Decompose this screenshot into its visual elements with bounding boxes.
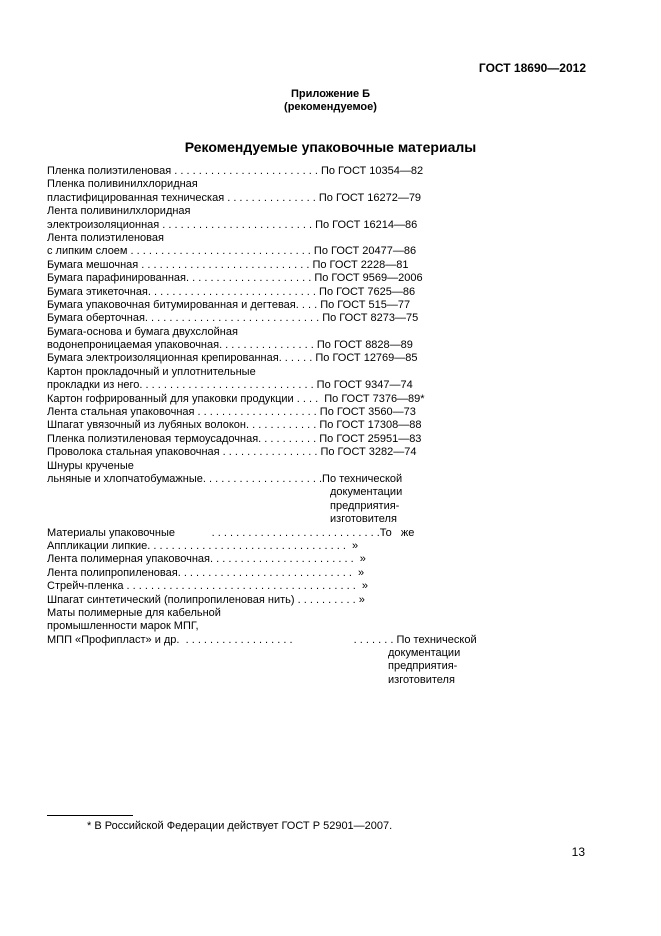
- list-item: Шпагат увязочный из лубяных волокон. . . . . . . . . . . . По ГОСТ 17308—88: [47, 419, 422, 432]
- list-item: Лента поливинилхлоридная: [47, 205, 191, 218]
- list-item: МПП «Профипласт» и др. . . . . . . . . . . . . . . . . . . . . . . . . . По технической: [47, 633, 477, 646]
- list-item: предприятия-: [330, 499, 400, 512]
- list-item: промышленности марок МПГ,: [47, 620, 199, 633]
- annex-title: Приложение Б: [290, 88, 371, 100]
- footnote: * В Российской Федерации действует ГОСТ Р 52901—2007.: [87, 820, 393, 832]
- list-item: изготовителя: [330, 513, 397, 526]
- list-item: Бумага-основа и бумага двухслойная: [47, 325, 238, 338]
- materials-list: [47, 165, 477, 687]
- list-item: Бумага мешочная . . . . . . . . . . . . . . . . . . . . . . . . . . . . По ГОСТ 2228—81: [47, 258, 409, 271]
- list-item: Стрейч-пленка . . . . . . . . . . . . . . . . . . . . . . . . . . . . . . . . . . . . . . »: [47, 580, 368, 593]
- page-title: Рекомендуемые упаковочные материалы: [184, 139, 477, 155]
- list-item: Лента полимерная упаковочная. . . . . . . . . . . . . . . . . . . . . . . . »: [47, 553, 366, 566]
- list-item: Материалы упаковочные . . . . . . . . . . . . . . . . . . . . . . . . . . . .То же: [47, 526, 415, 539]
- list-item: Картон гофрированный для упаковки продукции . . . . По ГОСТ 7376—89*: [47, 392, 425, 405]
- list-item: Пленка полиэтиленовая . . . . . . . . . . . . . . . . . . . . . . . . По ГОСТ 10354—82: [47, 165, 424, 177]
- list-item: Бумага этикеточная. . . . . . . . . . . . . . . . . . . . . . . . . . . . По ГОСТ 7625—86: [47, 285, 416, 298]
- list-item: Проволока стальная упаковочная . . . . . . . . . . . . . . . . По ГОСТ 3282—74: [47, 446, 417, 459]
- list-item: Бумага оберточная. . . . . . . . . . . . . . . . . . . . . . . . . . . . . По ГОСТ 8273—75: [47, 312, 419, 325]
- list-item: Бумага упаковочная битумированная и дегтевая. . . . По ГОСТ 515—77: [47, 298, 411, 311]
- page-number: 13: [571, 845, 585, 859]
- list-item: Бумага парафинированная. . . . . . . . . . . . . . . . . . . . . По ГОСТ 9569—2006: [47, 272, 423, 285]
- footnote-divider: [47, 815, 133, 816]
- list-item: Аппликации липкие. . . . . . . . . . . . . . . . . . . . . . . . . . . . . . . . . »: [47, 539, 359, 552]
- annex-heading: [0, 88, 661, 114]
- list-item: пластифицированная техническая . . . . . . . . . . . . . . . По ГОСТ 16272—79: [47, 191, 422, 204]
- list-item: Пленка поливинилхлоридная: [47, 178, 198, 191]
- list-item: водонепроницаемая упаковочная. . . . . . . . . . . . . . . . По ГОСТ 8828—89: [47, 339, 413, 352]
- list-item: с липким слоем . . . . . . . . . . . . . . . . . . . . . . . . . . . . . . По ГОСТ 20477—86: [47, 245, 417, 258]
- list-item: Лента полиэтиленовая: [47, 231, 164, 244]
- list-item: документации: [330, 486, 403, 499]
- list-item: Пленка полиэтиленовая термоусадочная. . . . . . . . . . По ГОСТ 25951—83: [47, 432, 422, 445]
- list-item: Лента стальная упаковочная . . . . . . . . . . . . . . . . . . . . По ГОСТ 3560—73: [47, 406, 416, 419]
- list-item: электроизоляционная . . . . . . . . . . . . . . . . . . . . . . . . . По ГОСТ 16214—86: [47, 218, 418, 231]
- list-item: Картон прокладочный и уплотнительные: [47, 365, 256, 378]
- list-item: изготовителя: [388, 673, 455, 686]
- document-code: ГОСТ 18690—2012: [478, 61, 586, 75]
- list-item: Лента полипропиленовая. . . . . . . . . . . . . . . . . . . . . . . . . . . . . »: [47, 566, 365, 579]
- list-item: прокладки из него. . . . . . . . . . . . . . . . . . . . . . . . . . . . . По ГОСТ 9347—74: [47, 379, 413, 392]
- list-item: Бумага электроизоляционная крепированная. . . . . . По ГОСТ 12769—85: [47, 352, 418, 365]
- annex-subtitle: (рекомендуемое): [284, 101, 377, 113]
- list-item: документации: [388, 647, 461, 660]
- list-item: Шпагат синтетический (полипропиленовая нить) . . . . . . . . . . »: [47, 593, 365, 606]
- list-item: Шнуры крученые: [47, 459, 134, 472]
- list-item: льняные и хлопчатобумажные. . . . . . . . . . . . . . . . . . . .По технической: [47, 472, 403, 485]
- list-item: Маты полимерные для кабельной: [47, 606, 221, 619]
- list-item: предприятия-: [388, 660, 458, 673]
